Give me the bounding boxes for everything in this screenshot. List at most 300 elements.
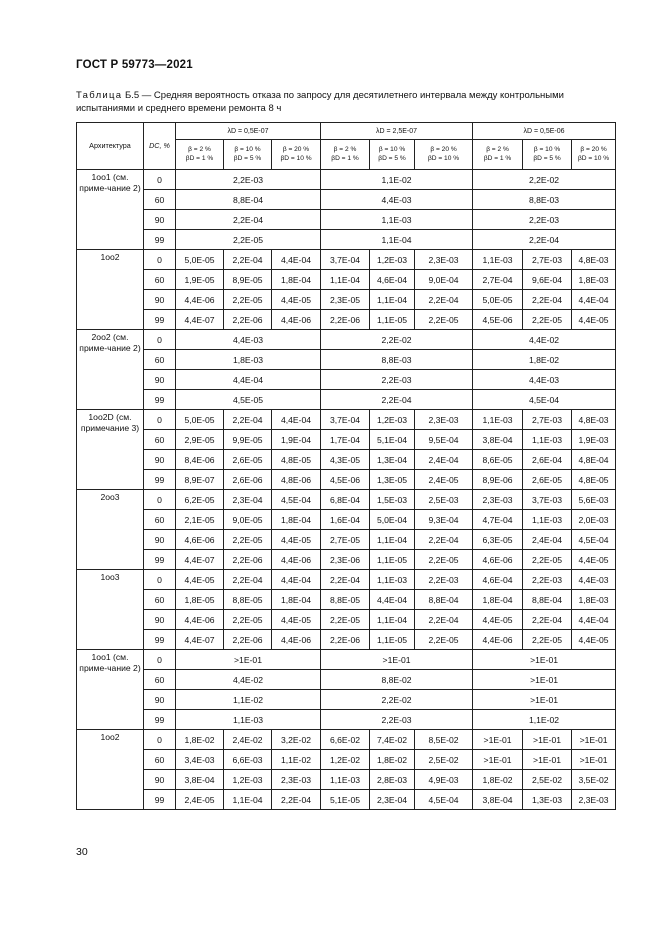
value-cell: 2,2E-03 <box>176 170 321 190</box>
value-cell: 8,4E-06 <box>176 450 224 470</box>
value-cell: 2,2E-02 <box>321 330 473 350</box>
table-body <box>77 170 616 810</box>
value-cell: 9,5E-04 <box>415 430 473 450</box>
value-cell: 1,9E-05 <box>176 270 224 290</box>
value-cell: 6,2E-05 <box>176 490 224 510</box>
dc-cell: 0 <box>144 250 176 270</box>
table-row <box>77 350 616 370</box>
table-row <box>77 290 616 310</box>
value-cell: 4,6E-04 <box>370 270 415 290</box>
value-cell: 1,1E-04 <box>370 530 415 550</box>
value-cell: 2,6E-05 <box>224 450 272 470</box>
value-cell: 8,8E-05 <box>321 590 370 610</box>
dc-cell: 60 <box>144 430 176 450</box>
value-cell: 1,2E-03 <box>370 250 415 270</box>
page-number: 30 <box>76 846 88 858</box>
value-cell: 5,6E-03 <box>572 490 616 510</box>
beta-header <box>370 140 415 170</box>
beta-d-value: βD = 1 % <box>483 154 512 162</box>
value-cell: 2,2E-02 <box>473 170 616 190</box>
architecture-cell: 1oo2 <box>77 730 144 810</box>
beta-value: β = 10 % <box>234 146 261 153</box>
value-cell: 6,3E-05 <box>473 530 523 550</box>
dc-cell: 90 <box>144 450 176 470</box>
value-cell: 5,0E-05 <box>473 290 523 310</box>
value-cell: 4,4E-04 <box>176 370 321 390</box>
value-cell: 2,2E-03 <box>473 210 616 230</box>
value-cell: 4,7E-04 <box>473 510 523 530</box>
value-cell: 2,3E-06 <box>321 550 370 570</box>
value-cell: 4,8E-06 <box>272 470 321 490</box>
beta-d-value: βD = 5 % <box>378 154 406 162</box>
column-header-architecture: Архитектура <box>77 123 144 170</box>
value-cell: 4,8E-03 <box>572 410 616 430</box>
value-cell: 5,0E-04 <box>370 510 415 530</box>
value-cell: 1,1E-03 <box>176 710 321 730</box>
value-cell: 5,0E-05 <box>176 250 224 270</box>
value-cell: 1,2E-03 <box>370 410 415 430</box>
value-cell: >1E-01 <box>473 750 523 770</box>
value-cell: 2,3E-04 <box>224 490 272 510</box>
beta-d-value: βD = 10 % <box>280 154 312 162</box>
dc-cell: 90 <box>144 370 176 390</box>
value-cell: 2,3E-03 <box>415 410 473 430</box>
table-row <box>77 330 616 350</box>
beta-header <box>415 140 473 170</box>
value-cell: 2,3E-03 <box>415 250 473 270</box>
table-caption <box>76 90 616 115</box>
value-cell: 2,2E-03 <box>321 710 473 730</box>
value-cell: 1,1E-02 <box>272 750 321 770</box>
beta-header <box>321 140 370 170</box>
value-cell: 2,2E-05 <box>321 610 370 630</box>
beta-value: β = 2 % <box>188 146 211 153</box>
dc-cell: 60 <box>144 190 176 210</box>
value-cell: 1,1E-04 <box>321 230 473 250</box>
value-cell: 1,1E-04 <box>370 290 415 310</box>
value-cell: 2,2E-04 <box>523 610 572 630</box>
table-row <box>77 670 616 690</box>
value-cell: 7,4E-02 <box>370 730 415 750</box>
value-cell: 4,4E-05 <box>272 290 321 310</box>
value-cell: 2,2E-05 <box>176 230 321 250</box>
value-cell: 1,3E-05 <box>370 470 415 490</box>
value-cell: 2,4E-04 <box>523 530 572 550</box>
table-row <box>77 610 616 630</box>
value-cell: 1,8E-04 <box>272 510 321 530</box>
value-cell: 2,2E-02 <box>321 690 473 710</box>
value-cell: 1,9E-03 <box>572 430 616 450</box>
value-cell: 1,8E-04 <box>272 270 321 290</box>
value-cell: 4,4E-06 <box>176 290 224 310</box>
value-cell: 4,8E-05 <box>272 450 321 470</box>
value-cell: 8,5E-02 <box>415 730 473 750</box>
value-cell: 2,2E-04 <box>272 790 321 810</box>
value-cell: 8,8E-02 <box>321 670 473 690</box>
value-cell: 4,5E-05 <box>176 390 321 410</box>
dc-cell: 0 <box>144 330 176 350</box>
value-cell: >1E-01 <box>473 690 616 710</box>
dc-cell: 99 <box>144 230 176 250</box>
value-cell: 6,6E-02 <box>321 730 370 750</box>
value-cell: 8,9E-05 <box>224 270 272 290</box>
dc-cell: 90 <box>144 210 176 230</box>
value-cell: 8,9E-07 <box>176 470 224 490</box>
value-cell: 4,5E-06 <box>321 470 370 490</box>
table-row <box>77 390 616 410</box>
table-row <box>77 730 616 750</box>
standard-header: ГОСТ Р 59773—2021 <box>76 59 193 71</box>
beta-header <box>224 140 272 170</box>
value-cell: 2,5E-03 <box>415 490 473 510</box>
value-cell: 4,5E-04 <box>272 490 321 510</box>
dc-cell: 99 <box>144 710 176 730</box>
architecture-cell: 2oo2 (см. приме-чание 2) <box>77 330 144 410</box>
dc-cell: 0 <box>144 650 176 670</box>
value-cell: 2,2E-05 <box>523 310 572 330</box>
value-cell: 2,4E-05 <box>176 790 224 810</box>
value-cell: 1,9E-04 <box>272 430 321 450</box>
value-cell: 2,7E-05 <box>321 530 370 550</box>
dc-cell: 60 <box>144 590 176 610</box>
value-cell: 2,4E-04 <box>415 450 473 470</box>
table-row <box>77 430 616 450</box>
value-cell: 4,5E-04 <box>473 390 616 410</box>
beta-value: β = 10 % <box>378 146 406 153</box>
table-row <box>77 570 616 590</box>
value-cell: 2,3E-04 <box>370 790 415 810</box>
value-cell: 4,6E-06 <box>176 530 224 550</box>
value-cell: 4,4E-05 <box>572 550 616 570</box>
table-row <box>77 490 616 510</box>
beta-value: β = 2 % <box>333 146 357 153</box>
value-cell: 2,2E-04 <box>415 530 473 550</box>
dc-cell: 99 <box>144 310 176 330</box>
value-cell: 2,2E-05 <box>523 550 572 570</box>
dc-cell: 99 <box>144 630 176 650</box>
value-cell: 8,8E-05 <box>224 590 272 610</box>
beta-value: β = 20 % <box>282 146 310 153</box>
architecture-cell: 1oo1 (см. приме-чание 2) <box>77 170 144 250</box>
table-row <box>77 170 616 190</box>
value-cell: 2,2E-06 <box>224 630 272 650</box>
value-cell: 2,7E-03 <box>523 250 572 270</box>
beta-d-value: βD = 10 % <box>577 154 610 162</box>
value-cell: 1,2E-02 <box>321 750 370 770</box>
dc-cell: 99 <box>144 550 176 570</box>
beta-d-value: βD = 5 % <box>233 154 262 162</box>
value-cell: 1,1E-02 <box>321 170 473 190</box>
value-cell: 4,4E-03 <box>572 570 616 590</box>
value-cell: 2,3E-05 <box>321 290 370 310</box>
value-cell: 1,8E-02 <box>473 770 523 790</box>
value-cell: 1,8E-02 <box>176 730 224 750</box>
value-cell: 2,2E-04 <box>415 610 473 630</box>
value-cell: 4,4E-03 <box>176 330 321 350</box>
value-cell: 4,4E-04 <box>572 290 616 310</box>
beta-header <box>473 140 523 170</box>
value-cell: 1,8E-03 <box>176 350 321 370</box>
value-cell: 3,2E-02 <box>272 730 321 750</box>
value-cell: 2,2E-06 <box>224 310 272 330</box>
value-cell: 8,8E-04 <box>415 590 473 610</box>
value-cell: 2,7E-04 <box>473 270 523 290</box>
value-cell: 4,4E-06 <box>176 610 224 630</box>
beta-value: β = 20 % <box>580 146 607 153</box>
value-cell: 4,9E-03 <box>415 770 473 790</box>
value-cell: 4,4E-05 <box>176 570 224 590</box>
value-cell: 9,9E-05 <box>224 430 272 450</box>
value-cell: 8,9E-06 <box>473 470 523 490</box>
value-cell: 4,4E-05 <box>572 630 616 650</box>
value-cell: 2,2E-04 <box>224 250 272 270</box>
value-cell: 4,8E-05 <box>572 470 616 490</box>
value-cell: 8,8E-03 <box>473 190 616 210</box>
header-row-groups <box>77 123 616 140</box>
value-cell: 4,4E-05 <box>473 610 523 630</box>
value-cell: 2,6E-05 <box>523 470 572 490</box>
value-cell: 1,1E-03 <box>523 510 572 530</box>
caption-text: Б.5 — Средняя вероятность отказа по запросу для десятилетнего интервала между контрольными испытаниями и среднего времени ремонта 8 ч <box>76 90 564 114</box>
value-cell: 5,1E-05 <box>321 790 370 810</box>
table-row <box>77 590 616 610</box>
dc-cell: 90 <box>144 770 176 790</box>
table-row <box>77 370 616 390</box>
value-cell: 2,0E-03 <box>572 510 616 530</box>
value-cell: 3,8E-04 <box>473 790 523 810</box>
value-cell: 1,1E-05 <box>370 630 415 650</box>
value-cell: 2,2E-05 <box>415 550 473 570</box>
value-cell: 1,1E-05 <box>370 310 415 330</box>
value-cell: 8,8E-04 <box>176 190 321 210</box>
beta-value: β = 20 % <box>430 146 457 153</box>
value-cell: 1,8E-02 <box>473 350 616 370</box>
value-cell: 4,4E-03 <box>473 370 616 390</box>
value-cell: 2,2E-04 <box>224 570 272 590</box>
group-header-3: λD = 0,5E-06 <box>473 123 616 140</box>
table-row <box>77 230 616 250</box>
value-cell: 1,8E-05 <box>176 590 224 610</box>
table-row <box>77 190 616 210</box>
architecture-cell: 1oo3 <box>77 570 144 650</box>
group-header-1: λD = 0,5E-07 <box>176 123 321 140</box>
value-cell: 8,8E-03 <box>321 350 473 370</box>
value-cell: >1E-01 <box>473 650 616 670</box>
value-cell: 3,7E-03 <box>523 490 572 510</box>
value-cell: 2,6E-06 <box>224 470 272 490</box>
value-cell: 2,8E-03 <box>370 770 415 790</box>
value-cell: 4,6E-06 <box>473 550 523 570</box>
value-cell: 4,4E-06 <box>272 630 321 650</box>
value-cell: 2,2E-05 <box>415 310 473 330</box>
value-cell: 6,8E-04 <box>321 490 370 510</box>
value-cell: 8,6E-05 <box>473 450 523 470</box>
table-row <box>77 450 616 470</box>
value-cell: 2,2E-04 <box>415 290 473 310</box>
value-cell: >1E-01 <box>523 730 572 750</box>
dc-cell: 0 <box>144 490 176 510</box>
table-row <box>77 710 616 730</box>
value-cell: 2,2E-05 <box>523 630 572 650</box>
beta-d-value: βD = 1 % <box>185 154 214 162</box>
value-cell: 2,2E-04 <box>473 230 616 250</box>
value-cell: 1,1E-05 <box>370 550 415 570</box>
table-row <box>77 550 616 570</box>
value-cell: 1,3E-04 <box>370 450 415 470</box>
value-cell: 2,3E-03 <box>473 490 523 510</box>
value-cell: 4,5E-04 <box>415 790 473 810</box>
value-cell: 4,4E-05 <box>272 610 321 630</box>
table-row <box>77 410 616 430</box>
value-cell: 2,2E-06 <box>321 310 370 330</box>
value-cell: 1,1E-04 <box>370 610 415 630</box>
beta-header <box>176 140 224 170</box>
value-cell: 2,2E-04 <box>321 390 473 410</box>
value-cell: 4,4E-05 <box>272 530 321 550</box>
value-cell: 1,1E-03 <box>370 570 415 590</box>
value-cell: 5,1E-04 <box>370 430 415 450</box>
value-cell: 4,6E-04 <box>473 570 523 590</box>
beta-header <box>523 140 572 170</box>
dc-cell: 60 <box>144 350 176 370</box>
beta-value: β = 10 % <box>533 146 561 153</box>
value-cell: 4,4E-02 <box>176 670 321 690</box>
value-cell: 1,1E-03 <box>473 410 523 430</box>
value-cell: 2,2E-06 <box>321 630 370 650</box>
value-cell: 4,4E-06 <box>272 550 321 570</box>
dc-cell: 60 <box>144 270 176 290</box>
value-cell: 2,2E-04 <box>523 290 572 310</box>
table-row <box>77 630 616 650</box>
value-cell: 2,2E-04 <box>224 410 272 430</box>
value-cell: 1,8E-03 <box>572 270 616 290</box>
value-cell: 2,1E-05 <box>176 510 224 530</box>
value-cell: 2,5E-02 <box>523 770 572 790</box>
dc-cell: 99 <box>144 470 176 490</box>
value-cell: 1,1E-03 <box>523 430 572 450</box>
dc-cell: 99 <box>144 790 176 810</box>
value-cell: 1,7E-04 <box>321 430 370 450</box>
dc-cell: 90 <box>144 530 176 550</box>
table-row <box>77 650 616 670</box>
dc-cell: 90 <box>144 690 176 710</box>
dc-cell: 0 <box>144 730 176 750</box>
value-cell: 2,2E-05 <box>224 290 272 310</box>
value-cell: 4,4E-06 <box>272 310 321 330</box>
value-cell: 1,1E-02 <box>176 690 321 710</box>
value-cell: 2,3E-03 <box>572 790 616 810</box>
dc-cell: 0 <box>144 170 176 190</box>
value-cell: 2,2E-05 <box>224 530 272 550</box>
beta-header <box>572 140 616 170</box>
value-cell: 4,4E-07 <box>176 310 224 330</box>
value-cell: 4,4E-04 <box>272 410 321 430</box>
table-row <box>77 770 616 790</box>
group-header-2: λD = 2,5E-07 <box>321 123 473 140</box>
value-cell: 4,4E-07 <box>176 550 224 570</box>
beta-value: β = 2 % <box>486 146 509 153</box>
value-cell: 9,0E-04 <box>415 270 473 290</box>
value-cell: 2,2E-04 <box>321 570 370 590</box>
value-cell: 2,5E-02 <box>415 750 473 770</box>
value-cell: 4,8E-03 <box>572 250 616 270</box>
value-cell: 2,9E-05 <box>176 430 224 450</box>
value-cell: 4,4E-04 <box>370 590 415 610</box>
value-cell: 1,1E-03 <box>473 250 523 270</box>
table-row <box>77 270 616 290</box>
architecture-cell: 2oo3 <box>77 490 144 570</box>
value-cell: 4,4E-03 <box>321 190 473 210</box>
value-cell: >1E-01 <box>176 650 321 670</box>
value-cell: 2,2E-03 <box>415 570 473 590</box>
value-cell: 3,7E-04 <box>321 250 370 270</box>
value-cell: >1E-01 <box>321 650 473 670</box>
value-cell: >1E-01 <box>473 730 523 750</box>
value-cell: >1E-01 <box>572 750 616 770</box>
value-cell: 4,5E-06 <box>473 310 523 330</box>
value-cell: 1,1E-03 <box>321 210 473 230</box>
table-row <box>77 530 616 550</box>
value-cell: 4,8E-04 <box>572 450 616 470</box>
value-cell: 1,1E-03 <box>321 770 370 790</box>
value-cell: >1E-01 <box>523 750 572 770</box>
architecture-cell: 1oo2 <box>77 250 144 330</box>
value-cell: 4,4E-07 <box>176 630 224 650</box>
value-cell: 3,4E-03 <box>176 750 224 770</box>
value-cell: 2,2E-04 <box>176 210 321 230</box>
value-cell: 4,5E-04 <box>572 530 616 550</box>
table-row <box>77 750 616 770</box>
value-cell: 6,6E-03 <box>224 750 272 770</box>
value-cell: 1,1E-02 <box>473 710 616 730</box>
value-cell: 2,2E-05 <box>224 610 272 630</box>
value-cell: 9,3E-04 <box>415 510 473 530</box>
architecture-cell: 1oo2D (см. примечание 3) <box>77 410 144 490</box>
value-cell: 1,8E-04 <box>473 590 523 610</box>
dc-cell: 99 <box>144 390 176 410</box>
value-cell: >1E-01 <box>572 730 616 750</box>
value-cell: 3,7E-04 <box>321 410 370 430</box>
value-cell: 2,2E-03 <box>523 570 572 590</box>
value-cell: >1E-01 <box>473 670 616 690</box>
value-cell: 1,1E-04 <box>321 270 370 290</box>
value-cell: 2,2E-03 <box>321 370 473 390</box>
dc-cell: 90 <box>144 290 176 310</box>
value-cell: 3,5E-02 <box>572 770 616 790</box>
dc-cell: 60 <box>144 510 176 530</box>
architecture-cell: 1oo1 (см. приме-чание 2) <box>77 650 144 730</box>
value-cell: 4,4E-02 <box>473 330 616 350</box>
value-cell: 1,8E-03 <box>572 590 616 610</box>
table-row <box>77 510 616 530</box>
caption-lead: Таблица <box>76 90 123 101</box>
table-row <box>77 790 616 810</box>
value-cell: 2,2E-05 <box>415 630 473 650</box>
value-cell: 3,8E-04 <box>176 770 224 790</box>
dc-cell: 90 <box>144 610 176 630</box>
dc-cell: 0 <box>144 410 176 430</box>
data-table <box>76 122 616 810</box>
value-cell: 4,4E-06 <box>473 630 523 650</box>
dc-cell: 60 <box>144 670 176 690</box>
dc-cell: 60 <box>144 750 176 770</box>
value-cell: 1,1E-04 <box>224 790 272 810</box>
table-row <box>77 470 616 490</box>
beta-d-value: βD = 10 % <box>427 154 460 162</box>
value-cell: 9,0E-05 <box>224 510 272 530</box>
value-cell: 1,6E-04 <box>321 510 370 530</box>
value-cell: 5,0E-05 <box>176 410 224 430</box>
